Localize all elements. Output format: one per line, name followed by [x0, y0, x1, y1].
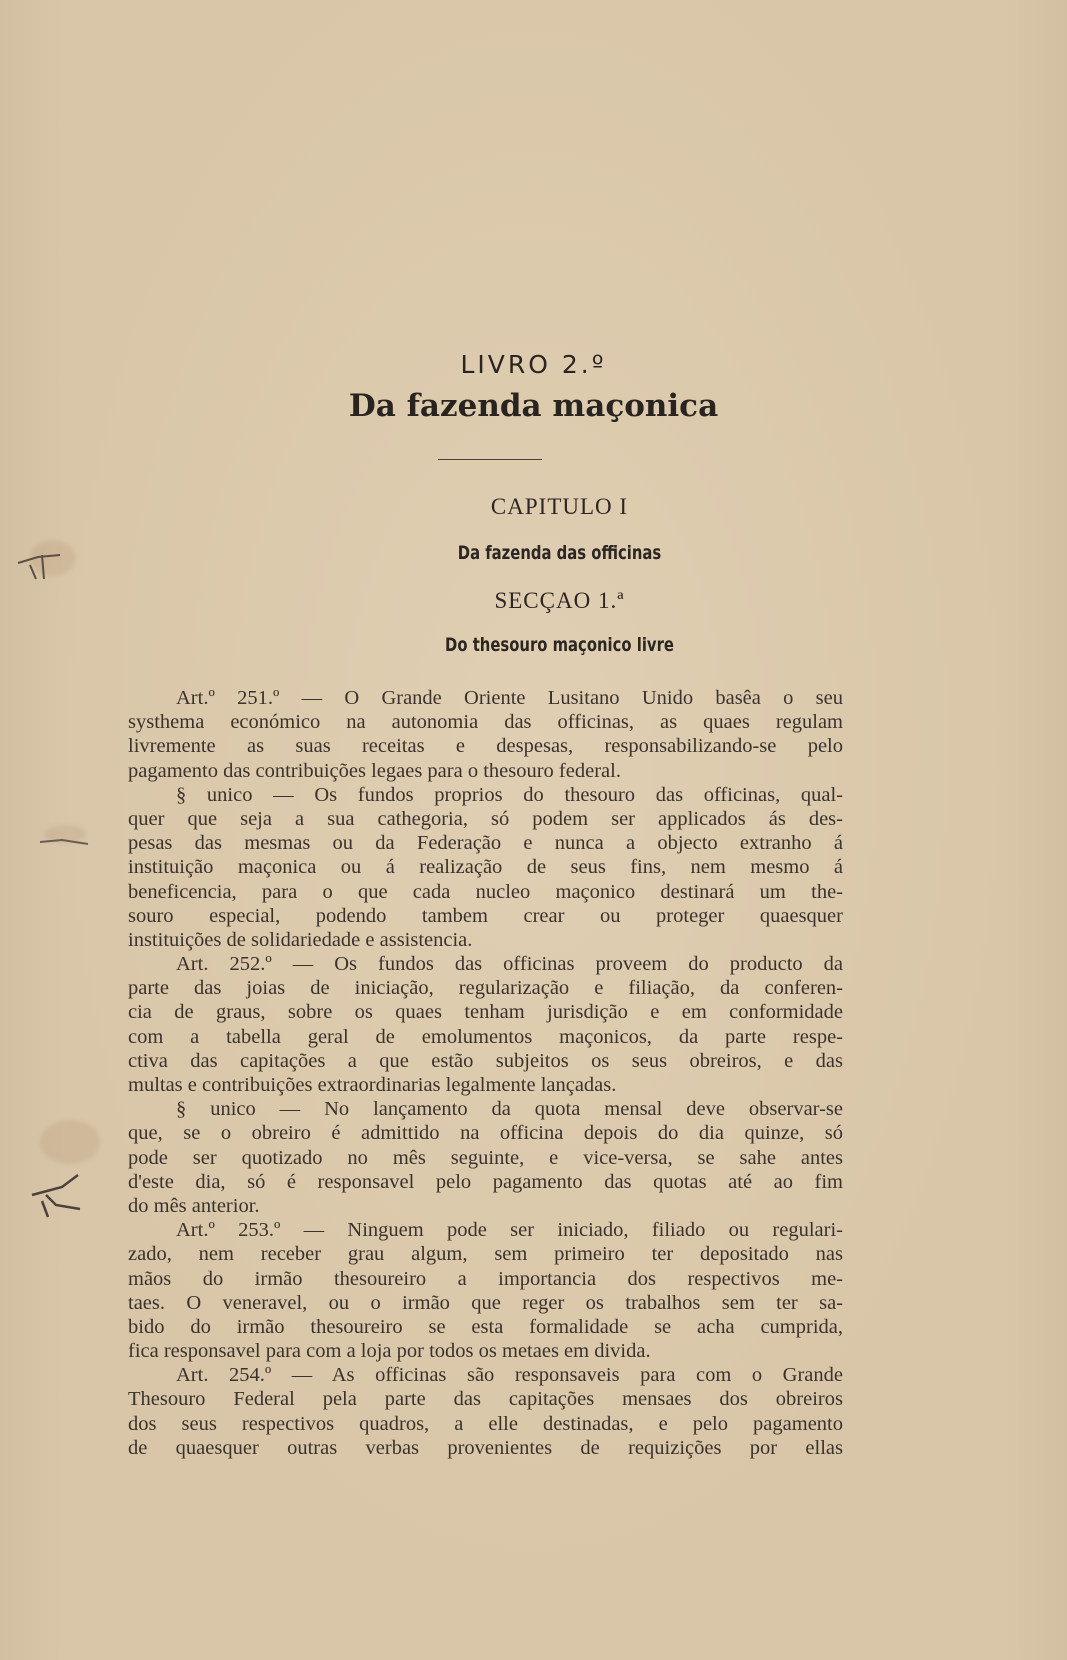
text-line: cia de graus, sobre os quaes tenham jurisdição e em conformidade	[128, 1001, 843, 1024]
chapter-title: Da fazenda das officinas	[457, 542, 662, 564]
text-line: § unico — No lançamento da quota mensal deve observar-se	[176, 1098, 843, 1121]
text-line: de quaesquer outras verbas provenientes de requizições por ellas	[128, 1436, 843, 1459]
text-line: mãos do irmão thesoureiro a importancia dos respectivos me-	[128, 1267, 843, 1290]
text-line: bido do irmão thesoureiro se esta formalidade se acha cumprida,	[128, 1315, 843, 1338]
text-line: taes. O veneravel, ou o irmão que reger os trabalhos sem ter sa-	[128, 1291, 843, 1314]
text-line: pesas das mesmas ou da Federação e nunca a objecto extranho á	[128, 832, 843, 855]
text-line: zado, nem receber grau algum, sem primeiro ter depositado nas	[128, 1243, 843, 1266]
text-line: pagamento das contribuições legaes para o thesouro federal.	[128, 759, 621, 782]
text-line: Art. 254.º — As officinas são responsaveis para com o Grande	[176, 1364, 843, 1387]
text-line: ctiva das capitações a que estão subjeitos os seus obreiros, e das	[128, 1049, 843, 1072]
text-line: d'este dia, só é responsavel pelo pagamento das quotas até ao fim	[128, 1170, 843, 1193]
text-line: Art.º 253.º — Ninguem pode ser iniciado, filiado ou regulari-	[176, 1219, 843, 1242]
section-title: Do thesouro maçonico livre	[445, 634, 674, 656]
text-line: Thesouro Federal pela parte das capitações mensaes dos obreiros	[128, 1388, 843, 1411]
text-line: systhema económico na autonomia das officinas, as quaes regulam	[128, 711, 843, 734]
text-line: fica responsavel para com a loja por todos os metaes em divida.	[128, 1340, 651, 1363]
text-line: souro especial, podendo tambem crear ou proteger quaesquer	[128, 904, 843, 927]
paper-stain	[40, 1120, 100, 1164]
text-line: § unico — Os fundos proprios do thesouro das officinas, qual-	[176, 783, 843, 806]
text-line: do mês anterior.	[128, 1194, 260, 1217]
text-line: parte das joias de iniciação, regularização e filiação, da conferen-	[128, 977, 843, 1000]
text-line: multas e contribuições extraordinarias legalmente lançadas.	[128, 1074, 617, 1096]
text-line: instituições de solidariedade e assistencia.	[128, 928, 473, 951]
text-line: beneficencia, para o que cada nucleo maçonico destinará um the-	[128, 880, 843, 903]
section-heading: SECÇAO 1.ª	[494, 588, 625, 613]
text-line: dos seus respectivos quadros, a elle destinadas, e pelo pagamento	[128, 1412, 843, 1435]
text-line: Art. 252.º — Os fundos das officinas proveem do producto da	[176, 953, 843, 976]
text-line: quer que seja a sua cathegoria, só podem ser applicados ás des-	[128, 807, 843, 830]
text-line: livremente as suas receitas e despesas, responsabilizando-se pelo	[128, 735, 843, 758]
margin-tear-mark	[22, 1165, 92, 1225]
book-heading: LIVRO 2.º	[460, 350, 607, 379]
text-line: com a tabella geral de emolumentos maçonicos, da parte respe-	[128, 1025, 843, 1048]
text-line: que, se o obreiro é admittido na officina depois do dia quinze, só	[128, 1122, 843, 1145]
article-text	[128, 686, 843, 1460]
margin-tear-mark	[36, 832, 96, 852]
title-divider	[438, 459, 542, 460]
text-line: pode ser quotizado no mês seguinte, e vice-versa, se sahe antes	[128, 1146, 843, 1169]
chapter-heading: CAPITULO I	[490, 494, 629, 519]
text-line: Art.º 251.º — O Grande Oriente Lusitano Unido basêa o seu	[176, 687, 843, 709]
book-title: Da fazenda maçonica	[348, 388, 719, 424]
margin-tear-mark	[8, 535, 72, 585]
text-line: instituição maçonica ou á realização de seus fins, nem mesmo á	[128, 856, 843, 879]
